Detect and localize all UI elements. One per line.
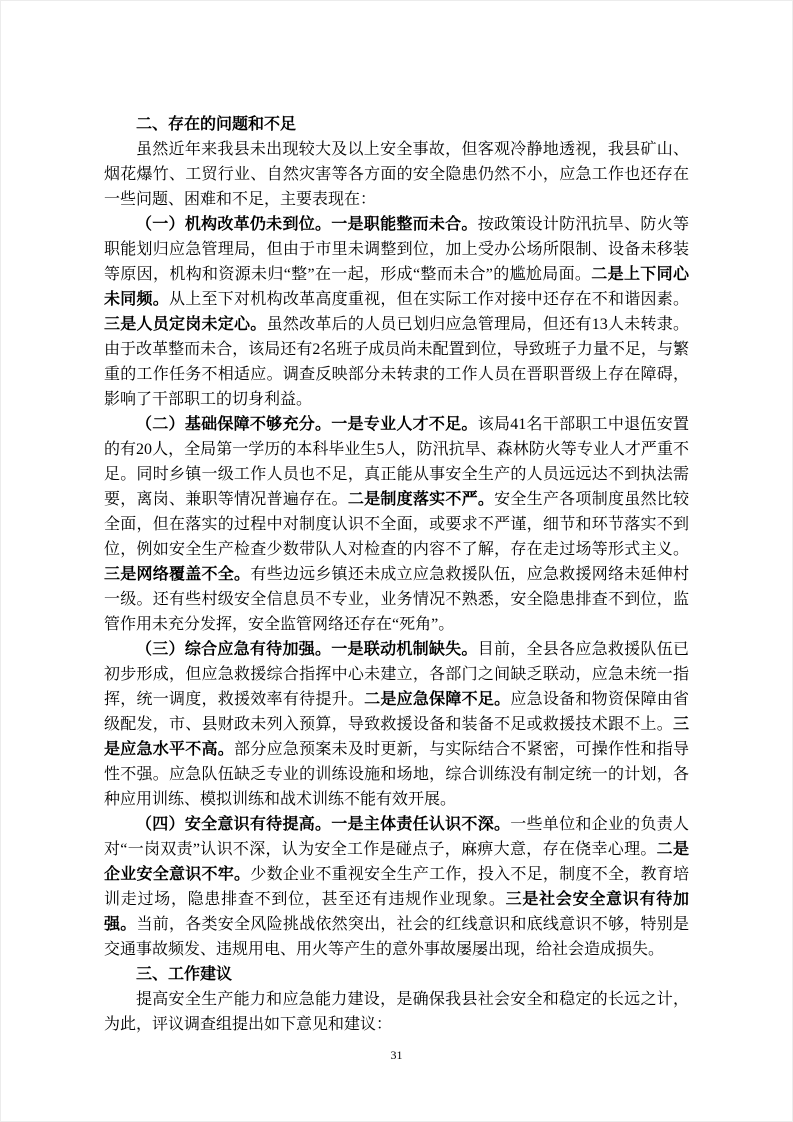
bold-run: 二、存在的问题和不足 bbox=[136, 116, 297, 133]
text-run: 应急设备和物资保障由省级配发，市、县财政未列入预算，导致救援设备和装备不足或救援技术跟不上。 bbox=[104, 691, 689, 733]
text-run: 安全生产各项制度虽然比较全面，但在落实的过程中对制度认识不全面，或要求不严谨，细节和环节落实不到位，例如安全生产检查少数带队人对检查的内容不了解，存在走过场等形式主义。 bbox=[104, 491, 689, 558]
bold-run: 二是应急保障不足。 bbox=[364, 691, 511, 708]
text-run: 提高安全生产能力和应急能力建设，是确保我县社会安全和稳定的长远之计，为此，评议调查组提出如下意见和建议： bbox=[104, 991, 689, 1033]
paragraph bbox=[104, 137, 689, 212]
document-body bbox=[104, 112, 689, 1037]
bold-run: （四）安全意识有待提高。一是主体责任认识不深。 bbox=[136, 816, 511, 833]
text-run: 从上至下对机构改革高度重视，但在实际工作对接中还存在不和谐因素。 bbox=[169, 291, 689, 308]
bold-run: 三是网络覆盖不全。 bbox=[104, 566, 251, 583]
paragraph bbox=[104, 637, 689, 812]
text-run: 虽然改革后的人员已划归应急管理局，但还有13人未转隶。由于改革整而未合，该局还有2名班子成员尚未配置到位，导致班子力量不足，与繁重的工作任务不相适应。调查反映部分未转隶的工作人员在晋职晋级上存在障碍，影响了干部职工的切身利益。 bbox=[104, 316, 689, 408]
bold-run: 二是上下同心未同频。 bbox=[104, 266, 689, 308]
bold-run: 三、工作建议 bbox=[136, 966, 233, 983]
bold-run: 三是人员定岗未定心。 bbox=[104, 316, 267, 333]
text-run: 当前，各类安全风险挑战依然突出，社会的红线意识和底线意识不够，特别是交通事故频发、违规用电、用火等产生的意外事故屡屡出现，给社会造成损失。 bbox=[104, 916, 689, 958]
text-run: 一些单位和企业的负责人对“一岗双责”认识不深，认为安全工作是碰点子，麻痹大意，存在侥幸心理。 bbox=[104, 816, 689, 858]
text-run: 有些边远乡镇还未成立应急救援队伍，应急救援网络未延伸村一级。还有些村级安全信息员不专业，业务情况不熟悉，安全隐患排查不到位，监管作用未充分发挥，安全监管网络还存在“死角”。 bbox=[104, 566, 689, 633]
bold-run: （一）机构改革仍未到位。一是职能整而未合。 bbox=[136, 216, 478, 233]
page-number: 31 bbox=[390, 1048, 403, 1062]
bold-run: 三是应急水平不高。 bbox=[104, 716, 689, 758]
bold-run: 三是社会安全意识有待加强。 bbox=[104, 891, 689, 933]
bold-run: 二是企业安全意识不牢。 bbox=[104, 841, 689, 883]
bold-run: （三）综合应急有待加强。一是联动机制缺失。 bbox=[136, 641, 478, 658]
paragraph bbox=[104, 212, 689, 412]
paragraph bbox=[104, 987, 689, 1037]
bold-run: 二是制度落实不严。 bbox=[347, 491, 495, 508]
text-run: 少数企业不重视安全生产工作，投入不足，制度不全，教育培训走过场，隐患排查不到位，甚至还有违规作业现象。 bbox=[104, 866, 689, 908]
text-run: 虽然近年来我县未出现较大及以上安全事故，但客观冷静地透视，我县矿山、烟花爆竹、工贸行业、自然灾害等各方面的安全隐患仍然不小，应急工作也还存在一些问题、困难和不足，主要表现在： bbox=[104, 141, 689, 208]
page-footer bbox=[0, 1046, 793, 1064]
paragraph bbox=[104, 412, 689, 637]
text-run: 该局41名干部职工中退伍安置的有20人，全局第一学历的本科毕业生5人，防汛抗旱、森林防火等专业人才严重不足。同时乡镇一级工作人员也不足，真正能从事安全生产的人员远远达不到执法需要，离岗、兼职等情况普遍存在。 bbox=[104, 416, 689, 508]
bold-run: （二）基础保障不够充分。一是专业人才不足。 bbox=[136, 416, 478, 433]
section-heading bbox=[104, 962, 689, 987]
text-run: 按政策设计防汛抗旱、防火等职能划归应急管理局，但由于市里未调整到位，加上受办公场所限制、设备未移装等原因，机构和资源未归“整”在一起，形成“整而未合”的尴尬局面。 bbox=[104, 216, 689, 283]
section-heading bbox=[104, 112, 689, 137]
text-run: 目前，全县各应急救援队伍已初步形成，但应急救援综合指挥中心未建立，各部门之间缺乏联动，应急未统一指挥，统一调度，救援效率有待提升。 bbox=[104, 641, 689, 708]
text-run: 部分应急预案未及时更新，与实际结合不紧密，可操作性和指导性不强。应急队伍缺乏专业的训练设施和场地，综合训练没有制定统一的计划，各种应用训练、模拟训练和战术训练不能有效开展。 bbox=[104, 741, 689, 808]
paragraph bbox=[104, 812, 689, 962]
